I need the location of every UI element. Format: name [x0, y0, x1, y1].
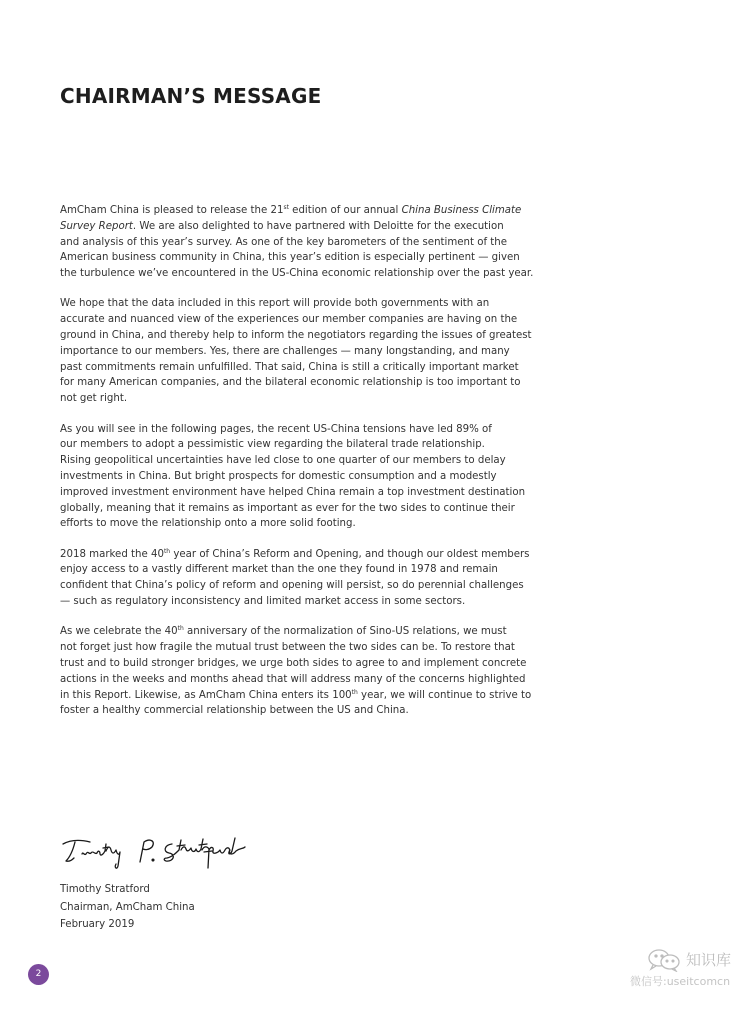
- text-line: the turbulence we’ve encountered in the US-China economic relationship over the past year.: [60, 268, 534, 280]
- text-line: not get right.: [60, 393, 128, 405]
- text-line: trust and to build stronger bridges, we urge both sides to agree to and implement concrete: [60, 657, 527, 669]
- text-line: We hope that the data included in this report will provide both governments with an: [60, 298, 490, 310]
- text-line: enjoy access to a vastly different market than the one they found in 1978 and remain: [60, 564, 498, 576]
- watermark-name: 知识库: [686, 951, 732, 969]
- text-line: — such as regulatory inconsistency and limited market access in some sectors.: [60, 596, 466, 608]
- page-title: CHAIRMAN’S MESSAGE: [60, 84, 322, 108]
- text-line: American business community in China, this year’s edition is especially pertinent — given: [60, 252, 520, 264]
- text-line: importance to our members. Yes, there are challenges — many longstanding, and many: [60, 345, 510, 357]
- text-line: As you will see in the following pages, the recent US-China tensions have led 89% of: [60, 423, 492, 435]
- text-line: accurate and nuanced view of the experiences our member companies are having on the: [60, 314, 518, 326]
- watermark-handle: 微信号:useitcomcn: [630, 975, 731, 988]
- wechat-icon: [647, 948, 681, 972]
- message-body: [60, 203, 580, 734]
- paragraph-1: [60, 203, 580, 282]
- sign-off: [60, 881, 195, 934]
- text-line: AmCham China is pleased to release the 21st edition of our annual China Business Climate: [60, 204, 522, 216]
- text-line: actions in the weeks and months ahead that will address many of the concerns highlighted: [60, 673, 526, 685]
- text-line: confident that China’s policy of reform and opening will persist, so do perennial challenges: [60, 580, 524, 592]
- signer-name: Timothy Stratford: [60, 884, 150, 895]
- text-line: globally, meaning that it remains as important as ever for the two sides to continue their: [60, 502, 515, 514]
- page-number-badge: 2: [28, 964, 49, 985]
- paragraph-5: [60, 624, 580, 719]
- text-line: not forget just how fragile the mutual trust between the two sides can be. To restore that: [60, 642, 515, 654]
- paragraph-2: [60, 296, 580, 407]
- text-line: for many American companies, and the bilateral economic relationship is too important to: [60, 377, 521, 389]
- text-line: ground in China, and thereby help to inform the negotiators regarding the issues of greatest: [60, 330, 532, 342]
- text-line: in this Report. Likewise, as AmCham China enters its 100th year, we will continue to strive to: [60, 688, 532, 701]
- watermark: [630, 948, 736, 992]
- handwritten-signature: [60, 832, 260, 876]
- paragraph-3: [60, 422, 580, 533]
- text-line: past commitments remain unfulfilled. That said, China is still a critically important market: [60, 361, 519, 373]
- text-line: As we celebrate the 40th anniversary of the normalization of Sino-US relations, we must: [60, 625, 507, 638]
- text-line: Rising geopolitical uncertainties have led close to one quarter of our members to delay: [60, 455, 506, 467]
- text-line: 2018 marked the 40th year of China’s Reform and Opening, and though our oldest members: [60, 547, 530, 560]
- text-line: investments in China. But bright prospects for domestic consumption and a modestly: [60, 470, 497, 482]
- text-line: efforts to move the relationship onto a more solid footing.: [60, 518, 356, 530]
- signoff-date: February 2019: [60, 919, 135, 930]
- text-line: foster a healthy commercial relationship between the US and China.: [60, 705, 409, 717]
- text-line: and analysis of this year’s survey. As one of the key barometers of the sentiment of the: [60, 236, 508, 248]
- text-line: improved investment environment have helped China remain a top investment destination: [60, 486, 526, 498]
- text-line: our members to adopt a pessimistic view regarding the bilateral trade relationship.: [60, 439, 485, 451]
- paragraph-4: [60, 547, 580, 610]
- text-line: Survey Report. We are also delighted to have partnered with Deloitte for the execution: [60, 220, 504, 232]
- signer-role: Chairman, AmCham China: [60, 901, 195, 913]
